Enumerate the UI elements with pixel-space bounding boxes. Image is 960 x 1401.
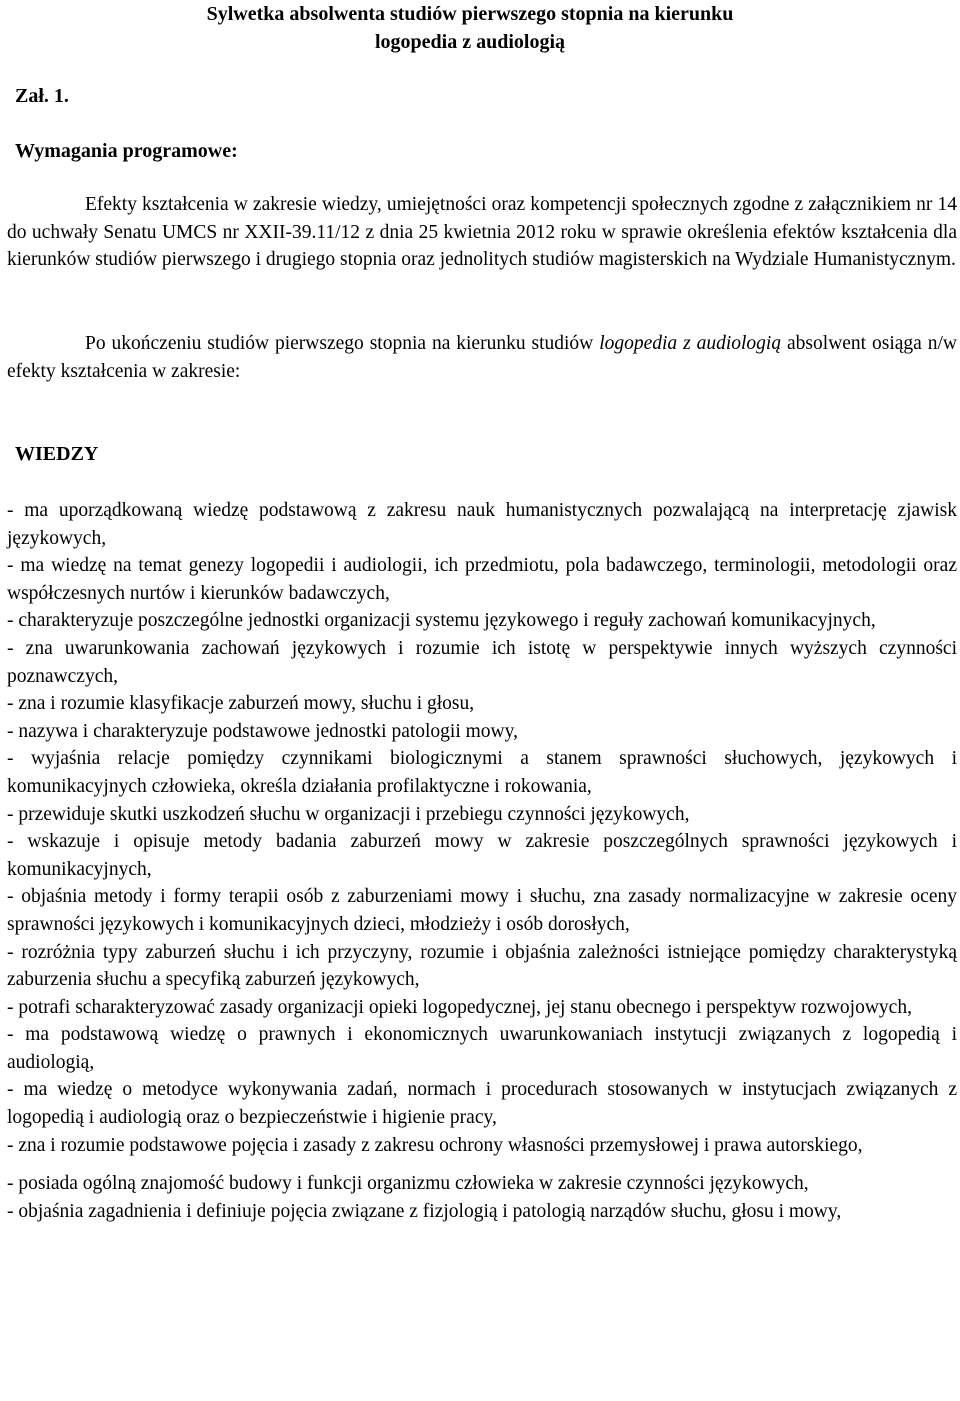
requirements-heading: Wymagania programowe:: [15, 140, 238, 162]
list-item: - objaśnia zagadnienia i definiuje pojęcia związane z fizjologią i patologią narządów słuchu, głosu i mowy,: [7, 1200, 842, 1222]
list-item: - ma wiedzę o metodyce wykonywania zadań, normach i procedurach stosowanych w instytucjach związanych z logopedią i audiologią oraz o bezpieczeństwie i higienie pracy,: [7, 1079, 957, 1129]
list-item: - posiada ogólną znajomość budowy i funkcji organizmu człowieka w zakresie czynności językowych,: [7, 1173, 809, 1195]
list-item: - wyjaśnia relacje pomiędzy czynnikami biologicznymi a stanem sprawności słuchowych, językowych i komunikacyjnych człowieka, określa działania profilaktyczne i rokowania,: [7, 748, 957, 797]
field-of-study: logopedia z audiologią: [599, 333, 782, 354]
list-item: - zna i rozumie podstawowe pojęcia i zasady z zakresu ochrony własności przemysłowej i prawa autorskiego,: [7, 1134, 863, 1156]
list-item: - zna uwarunkowania zachowań językowych i rozumie ich istotę w perspektywie innych wyższych czynności poznawczych,: [7, 637, 957, 687]
list-item: - ma uporządkowaną wiedzę podstawową z zakresu nauk humanistycznych pozwalającą na interpretację zjawisk językowych,: [7, 500, 957, 549]
list-item: - potrafi scharakteryzować zasady organizacji opieki logopedycznej, jej stanu obecnego i perspektyw rozwojowych,: [7, 996, 912, 1018]
outcome-text-before: Po ukończeniu studiów pierwszego stopnia na kierunku studiów: [85, 333, 600, 354]
list-item: - objaśnia metody i formy terapii osób z zaburzeniami mowy i słuchu, zna zasady normalizacyjne w zakresie oceny sprawności językowych i komunikacyjnych dzieci, młodzieży i osób dorosłych,: [7, 886, 957, 935]
intro-paragraph: Efekty kształcenia w zakresie wiedzy, umiejętności oraz kompetencji społecznych zgodne z załącznikiem nr 14 do uchwały Senatu UMCS nr XXII-39.11/12 z dnia 25 kwietnia 2012 roku w sprawie określenia efektów kształcenia dla kierunków studiów pierwszego i drugiego stopnia oraz jednolitych studiów magisterskich na Wydziale Humanistycznym.: [7, 194, 957, 270]
list-item: - nazywa i charakteryzuje podstawowe jednostki patologii mowy,: [7, 720, 518, 742]
title-line-2: logopedia z audiologią: [374, 31, 566, 53]
list-item: - ma podstawową wiedzę o prawnych i ekonomicznych uwarunkowaniach instytucji związanych z logopedią i audiologią,: [7, 1024, 957, 1073]
list-item: - charakteryzuje poszczególne jednostki organizacji systemu językowego i reguły zachowań komunikacyjnych,: [7, 610, 876, 632]
list-item: - przewiduje skutki uszkodzeń słuchu w organizacji i przebiegu czynności językowych,: [7, 803, 690, 825]
list-item: - wskazuje i opisuje metody badania zaburzeń mowy w zakresie poszczególnych sprawności językowych i komunikacyjnych,: [7, 831, 957, 880]
outcome-paragraph: [7, 330, 957, 385]
document-title: [140, 0, 800, 56]
outcome-text-after: absolwent osiąga n/w efekty kształcenia w zakresie:: [7, 333, 957, 382]
annex-label: Zał. 1.: [15, 85, 69, 107]
list-item: - zna i rozumie klasyfikacje zaburzeń mowy, słuchu i głosu,: [7, 693, 475, 715]
title-line-1: Sylwetka absolwenta studiów pierwszego stopnia na kierunku: [206, 3, 734, 25]
list-item: - ma wiedzę na temat genezy logopedii i audiologii, ich przedmiotu, pola badawczego, terminologii, metodologii oraz współczesnych nurtów i kierunków badawczych,: [7, 555, 957, 604]
knowledge-list: [7, 497, 957, 1225]
list-item: - rozróżnia typy zaburzeń słuchu i ich przyczyny, rozumie i objaśnia zależności istniejące pomiędzy charakterystyką zaburzenia słuchu a specyfiką zaburzeń językowych,: [7, 941, 957, 991]
knowledge-heading: WIEDZY: [15, 443, 99, 465]
